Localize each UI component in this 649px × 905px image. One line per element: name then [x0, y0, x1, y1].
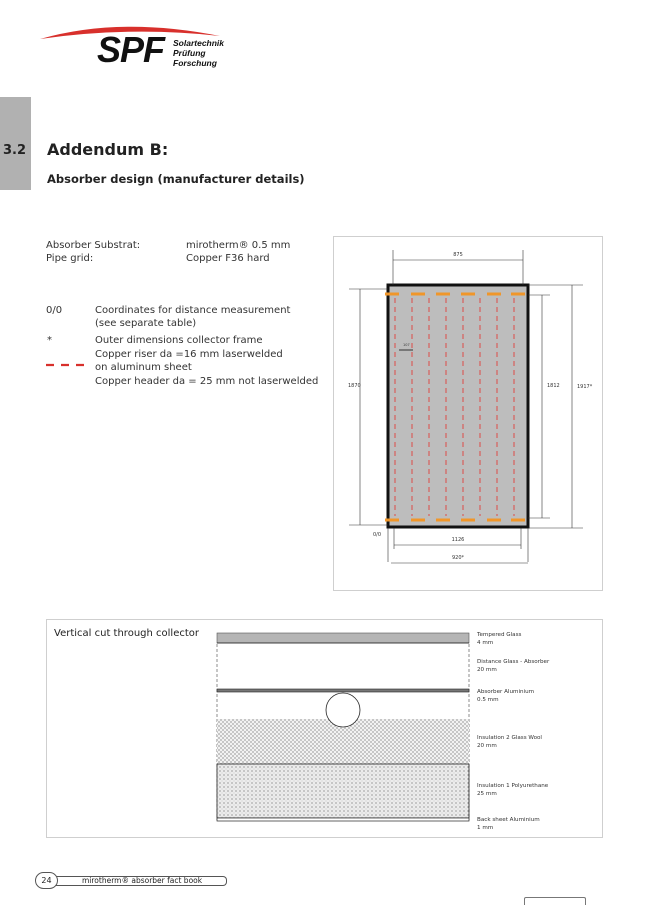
dim-bottom-inner-label: 1126: [451, 537, 465, 543]
layer-thickness: 25 mm: [477, 790, 497, 797]
layer-tempered-glass: [217, 633, 469, 643]
riser-pipe-section: [326, 693, 360, 727]
layer-polyurethane: [217, 764, 469, 818]
dim-left-label: 1870: [348, 383, 361, 389]
header-segment: [461, 519, 475, 522]
vertical-cut-diagram: [215, 630, 471, 825]
header-segment: [511, 519, 525, 522]
absorber-diagram: [333, 236, 603, 591]
layer-label: [477, 659, 549, 674]
layer-name: Distance Glass - Absorber: [477, 659, 550, 665]
spec-label: Pipe grid:: [46, 253, 94, 264]
legend-line: on aluminum sheet: [95, 362, 192, 374]
layer-name: Absorber Aluminium: [477, 689, 535, 695]
footer-book-title: mirotherm® absorber fact book: [82, 876, 203, 885]
legend-text: Outer dimensions collector frame: [95, 335, 263, 346]
layer-thickness: 20 mm: [477, 666, 497, 673]
legend-line: Coordinates for distance measurement: [95, 305, 291, 316]
dim-right-inner-label: 1812: [547, 383, 560, 389]
dim-right-outer-label: 1917*: [577, 384, 593, 390]
spec-label: Absorber Substrat:: [46, 240, 141, 251]
layer-label: [477, 632, 521, 647]
header-segment: [385, 293, 399, 296]
layer-thickness: 0.5 mm: [477, 696, 499, 703]
layer-name: Insulation 1 Polyurethane: [477, 783, 549, 789]
legend-text: [95, 348, 318, 388]
header-segment: [461, 293, 475, 296]
layer-thickness: 20 mm: [477, 742, 497, 749]
vertical-cut-title: Vertical cut through collector: [54, 628, 199, 639]
header-segment: [436, 519, 450, 522]
logo-tagline: [173, 38, 224, 68]
header-segment: [487, 519, 501, 522]
layer-label: [477, 735, 542, 750]
dim-left: [349, 289, 388, 525]
header-segment: [487, 293, 501, 296]
dim-pitch-label: 107: [403, 343, 410, 347]
header-segment: [411, 519, 425, 522]
logo-line: Prüfung: [173, 48, 206, 58]
header-segment: [385, 519, 399, 522]
legend-line: (see separate table): [95, 318, 197, 330]
spec-value: mirotherm® 0.5 mm: [186, 240, 291, 251]
logo-line: Solartechnik: [173, 38, 225, 48]
dim-right-inner: [528, 295, 550, 518]
absorber-plate: [388, 285, 528, 527]
dim-right-outer: [528, 285, 583, 528]
layer-thickness: 1 mm: [477, 824, 494, 831]
section-title: Addendum B:: [47, 140, 169, 159]
page-number: 24: [35, 872, 58, 889]
layer-thickness: 4 mm: [477, 639, 494, 646]
layer-name: Back sheet Aluminium: [477, 817, 540, 823]
corner-mark: [524, 897, 586, 905]
logo-spf: SPF: [97, 29, 165, 70]
layer-name: Tempered Glass: [477, 632, 522, 638]
legend-symbol-asterisk: *: [47, 335, 52, 346]
layer-label: [477, 817, 540, 832]
legend-symbol-origin: 0/0: [46, 305, 63, 316]
dim-top-label: 875: [453, 252, 463, 258]
layer-absorber-aluminium: [217, 689, 469, 692]
header-segment: [436, 293, 450, 296]
dashed-red-line-icon: [46, 363, 86, 367]
layer-label: [477, 689, 534, 704]
header-segment: [511, 293, 525, 296]
dim-bottom-outer-label: 920*: [451, 555, 465, 561]
legend-line: Copper riser da =16 mm laserwelded: [95, 349, 283, 360]
legend-line: Copper header da = 25 mm not laserwelded: [95, 375, 319, 387]
logo-line: Forschung: [173, 58, 217, 68]
legend-text: [95, 304, 290, 331]
spec-value: Copper F36 hard: [186, 253, 270, 264]
layer-label: [477, 783, 548, 798]
layer-back-sheet: [217, 818, 469, 821]
section-number: 3.2: [3, 143, 27, 158]
layer-name: Insulation 2 Glass Wool: [477, 735, 542, 741]
header-segment: [411, 293, 425, 296]
section-subtitle: Absorber design (manufacturer details): [47, 172, 305, 186]
origin-label: 0/0: [373, 532, 382, 538]
